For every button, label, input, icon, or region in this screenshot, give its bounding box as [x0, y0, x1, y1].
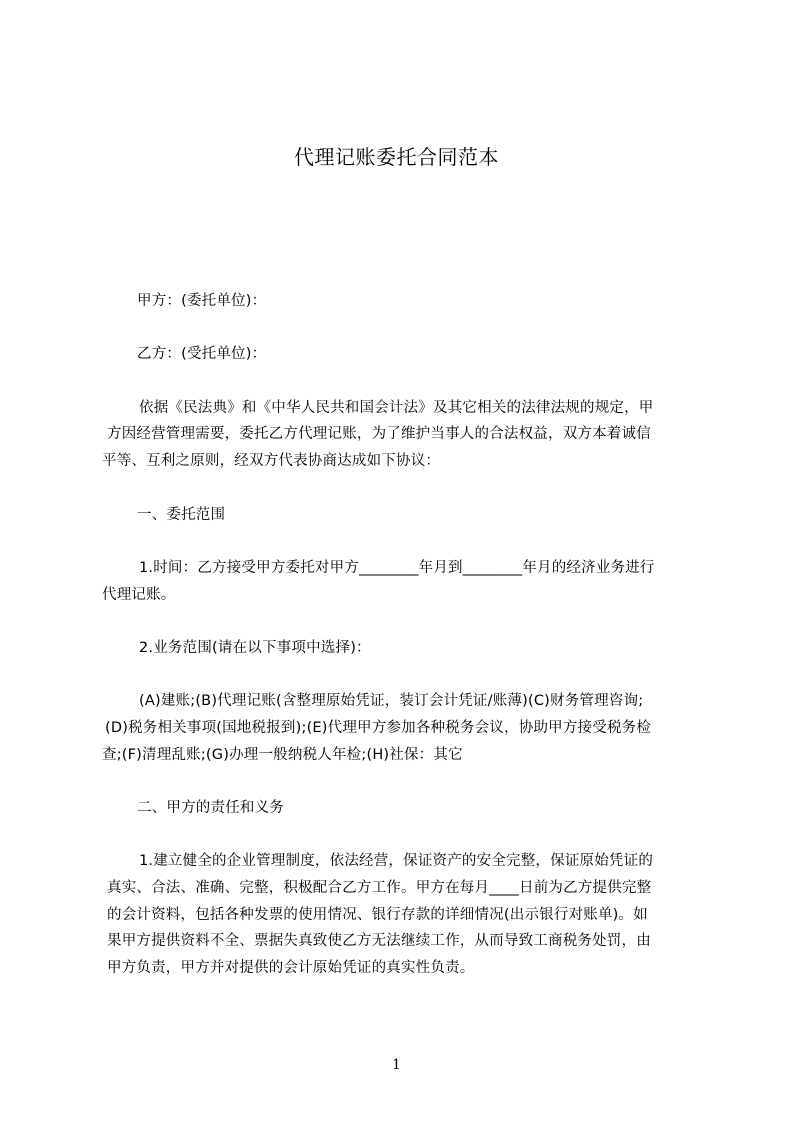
intro-line-2: 方因经营管理需要，委托乙方代理记账，为了维护当事人的合法权益，双方本着诚信	[107, 426, 651, 442]
item-2-1-line-2: 真实、合法、准确、完整，积极配合乙方工作。甲方在每月____日前为乙方提供完整	[107, 880, 652, 896]
page-number: 1	[392, 1057, 401, 1073]
intro-line-1: 依据《民法典》和《中华人民共和国会计法》及其它相关的法律法规的规定，甲	[139, 400, 654, 416]
item-2-1-line-4: 果甲方提供资料不全、票据失真致使乙方无法继续工作，从而导致工商税务处罚，由	[107, 933, 651, 949]
document-title: 代理记账委托合同范本	[294, 145, 499, 169]
item-1-1-line-2: 代理记账。	[102, 587, 176, 603]
section-1-heading: 一、委托范围	[137, 507, 226, 523]
options-line-2: (D)税务相关事项(国地税报到);(E)代理甲方参加各种税务会议，协助甲方接受税务检	[105, 720, 652, 736]
intro-line-3: 平等、互利之原则，经双方代表协商达成如下协议：	[102, 453, 441, 469]
section-2-heading: 二、甲方的责任和义务	[137, 800, 284, 816]
item-1-2-line: 2.业务范围(请在以下事项中选择)：	[139, 640, 371, 656]
options-line-1: (A)建账;(B)代理记账(含整理原始凭证，装订会计凭证/账薄)(C)财务管理咨询;	[139, 693, 644, 709]
options-line-3: 查;(F)清理乱账;(G)办理一般纳税人年检;(H)社保：其它	[102, 747, 463, 763]
party-a-line: 甲方：(委托单位)：	[137, 293, 267, 309]
item-2-1-line-3: 的会计资料，包括各种发票的使用情况、银行存款的详细情况(出示银行对账单)。如	[107, 907, 648, 923]
item-2-1-line-1: 1.建立健全的企业管理制度，依法经营，保证资产的安全完整，保证原始凭证的	[139, 853, 654, 869]
party-b-line: 乙方：(受托单位)：	[137, 346, 267, 362]
item-2-1-line-5: 甲方负责，甲方并对提供的会计原始凭证的真实性负责。	[107, 960, 475, 976]
item-1-1-line-1: 1.时间：乙方接受甲方委托对甲方________年月到________年月的经济业务进行	[139, 560, 655, 576]
